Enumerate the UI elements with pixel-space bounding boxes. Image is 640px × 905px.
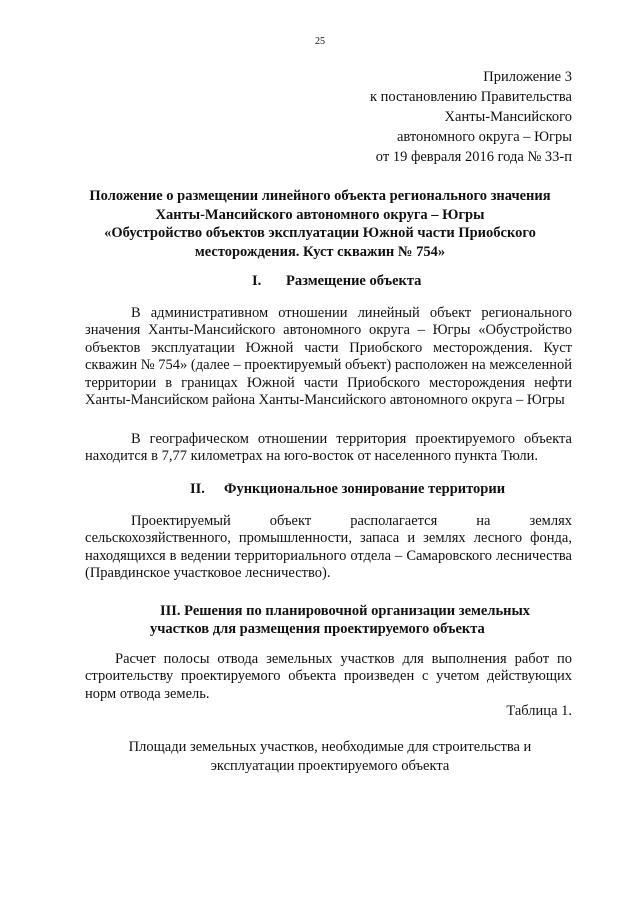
appendix-line: Ханты-Мансийского — [444, 109, 572, 125]
appendix-header — [370, 67, 572, 167]
section-number: II. — [190, 481, 205, 497]
paragraph-text: Проектируемый объект располагается на землях сельскохозяйственного, промышленности, запаса и землях лесного фонда, находящихся в ведении территориального отдела – Самаровского лесничества (Правдинское участковое лесничество). — [85, 513, 572, 582]
paragraph-text: В географическом отношении территория проектируемого объекта находится в 7,77 километрах на юго-восток от населенного пункта Тюли. — [85, 431, 572, 465]
title-line: «Обустройство объектов эксплуатации Южной части Приобского — [104, 225, 536, 241]
section-1-paragraph-1 — [85, 305, 572, 409]
caption-line: эксплуатации проектируемого объекта — [210, 757, 450, 774]
section-1-heading — [252, 273, 421, 290]
paragraph-text: В административном отношении линейный объект регионального значения Ханты-Мансийского автономного округа – Югры «Обустройство объектов эксплуатации Южной части Приобского месторождения. Куст скважин № 754» (далее – проектируемый объект) расположен на межселенной территории в границах Южной части Приобского месторождения нефти Ханты-Мансийском района Ханты-Мансийского автономного округа – Югры — [85, 305, 572, 409]
appendix-line: автономного округа – Югры — [396, 129, 572, 145]
paragraph-text: Расчет полосы отвода земельных участков для выполнения работ по строительству проектируемого объекта произведен с учетом действующих норм отвода земель. — [85, 651, 572, 702]
section-3-paragraph-1 — [85, 651, 572, 703]
section-2-heading — [190, 481, 505, 498]
appendix-line: к постановлению Правительства — [370, 89, 572, 105]
table-caption — [80, 738, 580, 775]
title-line: Положение о размещении линейного объекта регионального значения — [89, 188, 551, 204]
appendix-line: Приложение 3 — [483, 69, 572, 85]
appendix-line: от 19 февраля 2016 года № 33-п — [375, 149, 572, 165]
document-title — [60, 187, 580, 261]
section-1-paragraph-2 — [85, 431, 572, 466]
title-line: Ханты-Мансийского автономного округа – Югры — [155, 206, 485, 223]
section-number: I. — [252, 273, 262, 289]
section-3-heading-line: участков для размещения проектируемого объекта — [150, 621, 485, 637]
section-title: Размещение объекта — [286, 273, 422, 289]
page-number: 25 — [315, 36, 325, 47]
title-line: месторождения. Куст скважин № 754» — [194, 243, 446, 260]
section-3-heading-line: III. Решения по планировочной организации земельных — [160, 603, 531, 619]
section-title: Функциональное зонирование территории — [224, 481, 506, 497]
table-label: Таблица 1. — [506, 703, 572, 719]
caption-line: Площади земельных участков, необходимые для строительства и — [128, 739, 532, 755]
section-3-heading — [150, 602, 530, 638]
section-2-paragraph-1 — [85, 513, 572, 583]
